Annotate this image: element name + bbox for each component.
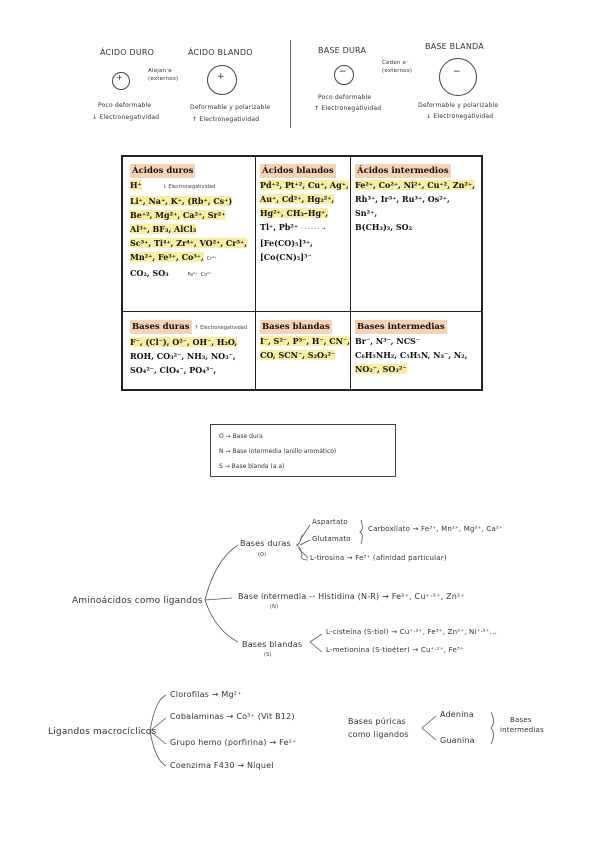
acidos-duros-header: Ácidos duros [132, 166, 194, 176]
acid-row: [Fe(CO)₅]³⁺, [260, 238, 313, 248]
brace [360, 520, 362, 544]
bases-duras-node: Bases duras [240, 539, 291, 548]
acid-row: Hg²⁺, CH₃–Hg⁺, [260, 208, 329, 218]
metionina-node: L-metionina (S-tioéter) → Cu⁺·²⁺, Fe³⁺ [326, 646, 464, 654]
acidos-intermedios-header: Ácidos intermedios [357, 166, 449, 176]
electronegatividad-note: ↑ Electronegatividad [194, 325, 248, 331]
branch-line [298, 548, 308, 558]
base-row: Br⁻, N³⁻, NCS⁻ [355, 336, 421, 346]
bases-duras-header: Bases duras [132, 322, 190, 332]
acid-row: Au⁺, Cd²⁺, Hg₂²⁺, [260, 194, 335, 204]
base-blanda-prop: Deformable y polarizable [418, 102, 499, 109]
base-row: ROH, CO₃²⁻, NH₃, NO₃⁻, [130, 351, 236, 361]
base-dura-title: BASE DURA [318, 46, 367, 55]
acido-duro-prop: Poco deformable [98, 102, 152, 109]
plus-sign: + [116, 73, 123, 82]
side-note: Cr²⁺ [206, 256, 217, 262]
acid-row: Tl⁺, Pb²⁺ [260, 222, 299, 232]
plus-sign: + [217, 72, 225, 82]
acid-row: H⁺ [130, 180, 142, 190]
node-tag: (O) [258, 552, 267, 558]
adenina-node: Adenina [440, 710, 474, 719]
bases-blandas-node: Bases blandas [242, 640, 303, 649]
carboxilato-node: Carboxilato → Fe³⁺, Mn²⁺, Mg²⁺, Ca²⁺ [368, 525, 503, 533]
base-dura-note: Ceden e⁻ [382, 60, 410, 66]
acid-row: Li⁺, Na⁺, K⁺, (Rb⁺, Cs⁺) [130, 196, 233, 206]
aspartato-node: Aspartato [312, 518, 348, 526]
base-dura-prop: Poco deformable [318, 94, 372, 101]
side-note: Co²⁺ [200, 272, 212, 278]
cisteina-node: L-cisteína (S-tiol) → Cu⁺·²⁺, Fe³⁺, Zn²⁺, Ni⁺·²⁺... [326, 628, 498, 636]
brace [491, 712, 494, 744]
macro-item: Grupo hemo (porfirina) → Fe²⁺ [170, 738, 297, 747]
branch-line [300, 540, 310, 545]
node-tag: (N) [270, 604, 279, 610]
bases-intermedias-label: Bases [510, 716, 532, 724]
bases-puricas-root: Bases púricas [348, 717, 406, 726]
acido-duro-title: ÁCIDO DURO [100, 48, 155, 57]
legend-row: O → Base dura [219, 433, 263, 440]
acidos-blandos-cell: Ácidos blandos Pd⁺², Pt⁺², Cu⁺, Ag⁺, Au⁺, Cd²⁺, Hg₂²⁺, Hg²⁺, CH₃–Hg⁺, Tl⁺, Pb²⁺ - - - - - - → [Fe(CO)₅]³⁺, [Co(CN)₅]³⁻ [260, 166, 349, 262]
acido-blando-title: ÁCIDO BLANDO [188, 48, 253, 57]
acid-row: Sn²⁺, [355, 208, 378, 218]
branch-line [205, 600, 238, 642]
branch-line [205, 545, 238, 600]
acid-row: Mn²⁺, Fe³⁺, Co³⁺, [130, 252, 204, 262]
acid-row: B(CH₃)₃, SO₂ [355, 222, 413, 232]
base-row: SO₄²⁻, ClO₄⁻, PO₄³⁻, [130, 365, 217, 375]
branch-line [310, 634, 322, 642]
acido-blando-prop: ↑ Electronegatividad [192, 116, 260, 123]
macro-item: Clorofilas → Mg²⁺ [170, 690, 242, 699]
legend-row: N → Base intermedia (anillo aromático) [219, 448, 337, 455]
node-tag: (S) [264, 652, 272, 658]
acidos-blandos-header: Ácidos blandos [262, 166, 334, 176]
acid-row: [Co(CN)₅]³⁻ [260, 252, 312, 262]
acid-row: Al³⁺, BF₃, AlCl₃ [130, 224, 197, 234]
macro-item: Cobalaminas → Co³⁺ (Vit B12) [170, 712, 295, 721]
minus-sign: − [453, 67, 461, 77]
tirosina-node: L-tirosina → Fe³⁺ (afinidad particular) [310, 554, 447, 562]
side-note: Fe²⁺ [187, 272, 198, 278]
minus-sign: − [339, 67, 347, 77]
bases-blandas-header: Bases blandas [262, 322, 330, 332]
base-row: C₆H₅NH₂, C₅H₅N, N₃⁻, N₂, [355, 350, 468, 360]
base-row: CO, SCN⁻, S₂O₃²⁻ [260, 350, 336, 360]
acid-row: Be⁺², Mg²⁺, Ca²⁺, Sr²⁺ [130, 210, 226, 220]
guanina-node: Guanina [440, 736, 475, 745]
acido-duro-note: Alejan e [148, 68, 172, 74]
branch-line [422, 716, 436, 728]
base-dura-note: (externos) [382, 68, 413, 74]
acid-row: Rh³⁺, Ir³⁺, Ru³⁺, Os²⁺, [355, 194, 450, 204]
glutamato-node: Glutamato [312, 535, 351, 543]
electronegatividad-note: ↓ Electronegatividad [162, 184, 216, 190]
acid-row: Fe²⁺, Co²⁺, Ni²⁺, Cu⁺², Zn²⁺, [355, 180, 475, 190]
base-dura-prop: ↑ Electronegatividad [314, 105, 382, 112]
acid-row: Sc³⁺, Ti⁴⁺, Zr⁴⁺, VO²⁺, Cr³⁺, [130, 238, 248, 248]
base-blanda-prop: ↓ Electronegatividad [426, 113, 494, 120]
base-blanda-title: BASE BLANDA [425, 42, 484, 51]
base-row: F⁻, (Cl⁻), O²⁻, OH⁻, H₂O, [130, 337, 238, 347]
macrociclicos-root: Ligandos macrocíclicos [48, 727, 157, 737]
aminoacidos-root: Aminoácidos como ligandos [72, 596, 203, 606]
base-row: NO₂⁻, SO₃²⁻ [355, 364, 407, 374]
macro-item: Coenzima F430 → Níquel [170, 761, 274, 770]
acid-row: Pd⁺², Pt⁺², Cu⁺, Ag⁺, [260, 180, 349, 190]
acido-blando-prop: Deformable y polarizable [190, 104, 271, 111]
branch-line [422, 728, 436, 740]
base-row: I⁻, S²⁻, P³⁻, H⁻, CN⁻, [260, 336, 350, 346]
branch-line [300, 525, 310, 540]
acido-duro-note: (externos) [148, 76, 179, 82]
acid-row: CO₂, SO₃ [130, 268, 169, 278]
branch-line [310, 642, 322, 652]
acido-duro-prop: ↓ Electronegatividad [92, 114, 160, 121]
branch-line [150, 695, 166, 731]
bases-intermedias-header: Bases intermedias [357, 322, 445, 332]
base-intermedia-node: Base intermedia -- Histidina (N-R) → Fe²⁺, Cu⁺·²⁺, Zn²⁺ [238, 592, 465, 601]
branch-line [205, 598, 232, 600]
legend-row: S → Base blanda (a.a) [219, 463, 285, 470]
bases-puricas-root: como ligandos [348, 730, 409, 739]
bases-intermedias-label: intermedias [500, 726, 544, 734]
